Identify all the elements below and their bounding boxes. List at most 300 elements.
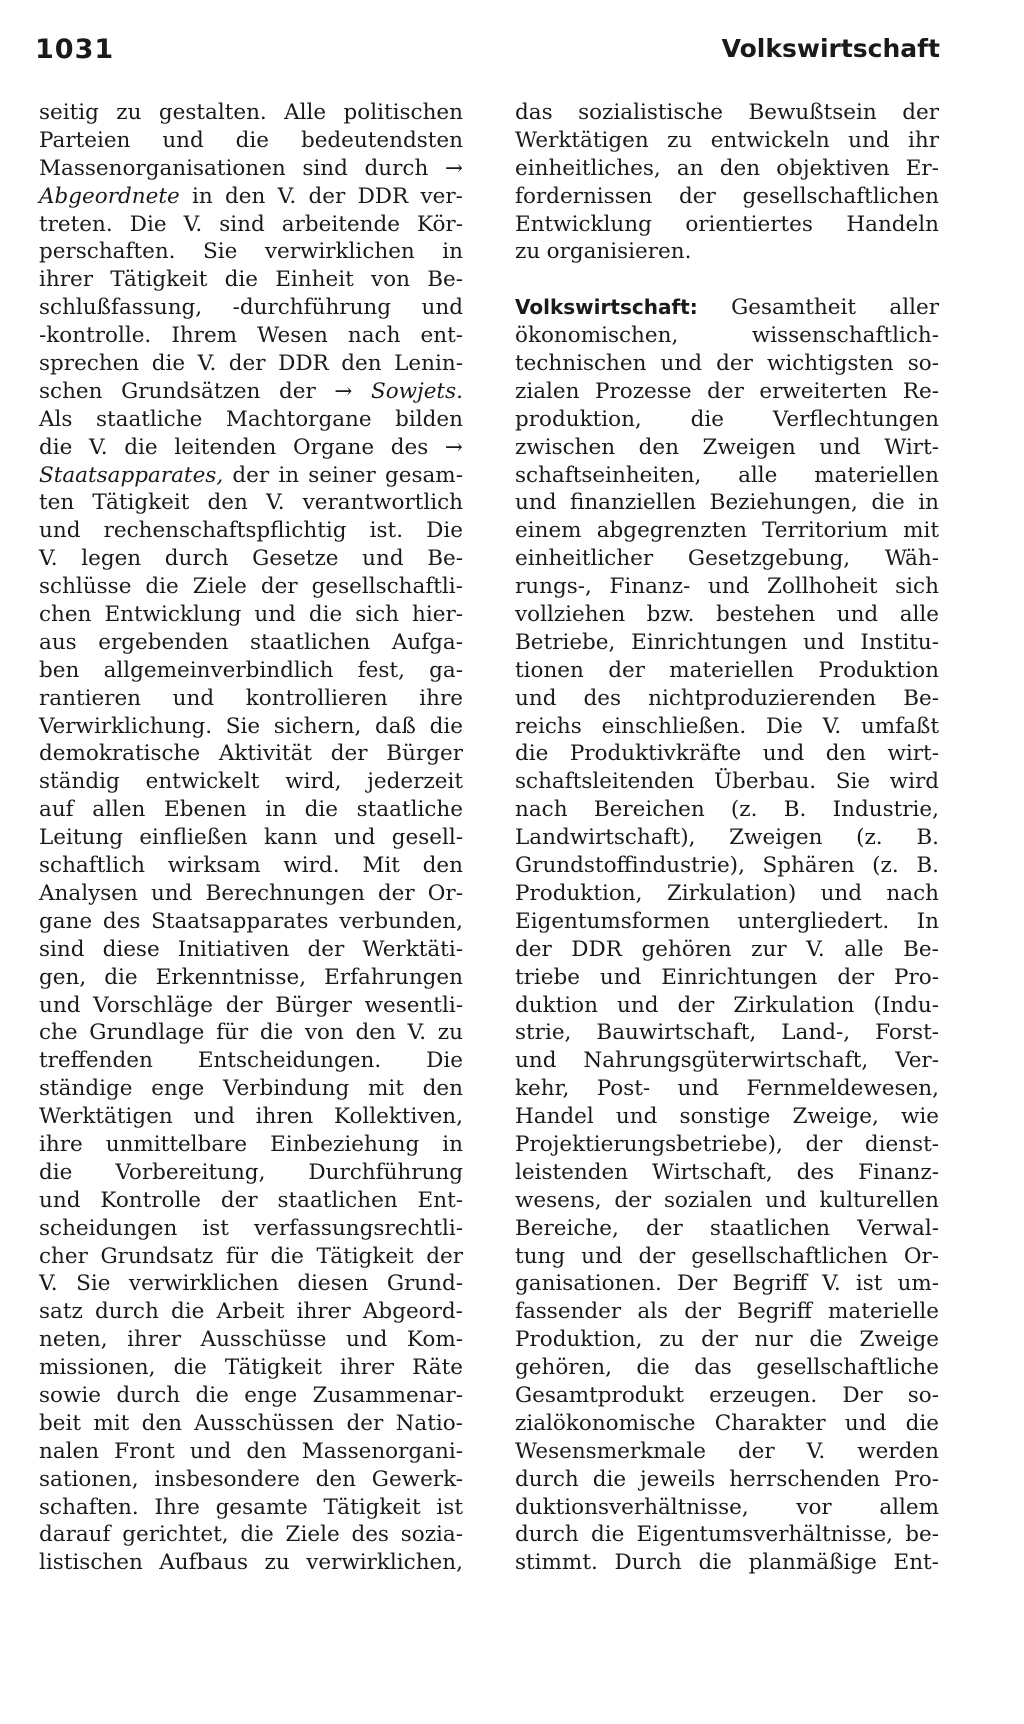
word: ist. (369, 518, 404, 544)
word: Tätigkeit (323, 1494, 421, 1520)
word: der (426, 1243, 463, 1269)
word: Einrichtungen (631, 629, 788, 655)
word: unmittelbare (105, 1131, 248, 1157)
word: einem (515, 518, 582, 544)
text-line (39, 406, 463, 434)
word: als (637, 1299, 669, 1325)
text-line (39, 1382, 463, 1410)
word: der (645, 1215, 683, 1241)
word: der (707, 378, 744, 404)
word: Prozesse (595, 378, 692, 404)
word: die (39, 434, 73, 460)
word: -durchführung (232, 295, 392, 321)
word: Bereichen (593, 797, 705, 823)
word: nalen (39, 1438, 100, 1464)
text-line (39, 1159, 463, 1187)
word: gesellschaftliche (756, 1355, 939, 1381)
word: der (614, 1187, 652, 1213)
word: Produktion, (515, 880, 643, 906)
word: Zweige (859, 1327, 939, 1353)
word: gerichtet, (122, 1522, 229, 1548)
word: rantieren (39, 685, 142, 711)
text-line (39, 99, 463, 127)
word: Die (426, 518, 463, 544)
word: ihren (255, 1104, 314, 1130)
word: DDR (357, 183, 409, 209)
word: der (638, 1243, 676, 1269)
word: sind (39, 936, 85, 962)
text-line (39, 350, 463, 378)
text-line (515, 740, 939, 768)
word: Analysen (39, 880, 138, 906)
word: verbunden, (339, 908, 463, 934)
text-line (39, 601, 463, 629)
word: zu (667, 127, 693, 153)
word: Fernmeldewesen, (746, 1076, 939, 1102)
word: neten, (39, 1327, 108, 1353)
text-line (515, 183, 939, 211)
word: Wesen (257, 323, 328, 349)
word: und (581, 1243, 623, 1269)
word: und (162, 127, 204, 153)
word: einheitliches, (515, 155, 661, 181)
text-line (515, 824, 939, 852)
word: durch (116, 1382, 181, 1408)
word: Werktätigen (515, 127, 649, 153)
word: dienst- (864, 1131, 939, 1157)
word: und (515, 685, 557, 711)
word: zwischen (515, 434, 616, 460)
word: Ihre (154, 1494, 200, 1520)
word: die (592, 1466, 627, 1492)
word: Massenorgani- (301, 1438, 463, 1464)
word: Abgeord- (362, 1299, 463, 1325)
word: Be- (427, 267, 463, 293)
word: durch (164, 546, 229, 572)
text-line (39, 1019, 463, 1047)
word: ent- (420, 323, 463, 349)
word: ganisationen. (515, 1271, 662, 1297)
word: tionen (515, 657, 584, 683)
text-line (39, 1438, 463, 1466)
word: Organe (293, 434, 375, 460)
text-line (515, 1438, 939, 1466)
word: und (617, 992, 659, 1018)
word: Räte (412, 1355, 463, 1381)
word: die (698, 1550, 732, 1576)
word: verwirklichen (264, 239, 415, 265)
word: In (916, 908, 939, 934)
word: bestehen (715, 602, 816, 628)
word: gesellschaftlichen (691, 1243, 888, 1269)
text-line (39, 1549, 463, 1577)
word: Bürger (275, 992, 352, 1018)
word: treffenden (39, 1048, 153, 1074)
word: ergebenden (98, 629, 229, 655)
word: schaftlich (39, 853, 145, 879)
word: B. (783, 797, 807, 823)
word: gesell- (391, 825, 463, 851)
word: sich (355, 602, 399, 628)
word: Staatsapparates (151, 908, 329, 934)
word: missionen, (39, 1355, 156, 1381)
word: der (677, 992, 715, 1018)
text-line (39, 1521, 463, 1549)
word: hier- (412, 602, 463, 628)
word: Forst- (875, 1020, 939, 1046)
word: allgemeinverbindlich (103, 657, 334, 683)
right-column (515, 99, 939, 1577)
word: V. (39, 1271, 58, 1297)
word: Produktion (818, 657, 939, 683)
text-line (515, 1215, 939, 1243)
word: nichtproduzierenden (648, 685, 877, 711)
text-line (39, 1354, 463, 1382)
word: den (638, 434, 679, 460)
word: Finanz- (858, 1159, 939, 1185)
word: fassender (515, 1299, 622, 1325)
word: Zweigen (702, 434, 796, 460)
word: die (195, 1382, 229, 1408)
word: die (39, 1159, 73, 1185)
text-line (515, 1187, 939, 1215)
word: und (803, 629, 845, 655)
word: das (694, 1355, 732, 1381)
word: sind (219, 211, 265, 237)
word: die (173, 1355, 207, 1381)
word: Berechnungen (205, 880, 365, 906)
word: duktionsverhältnisse, (515, 1494, 749, 1520)
text-line (39, 1243, 463, 1271)
word: objektiven (776, 155, 890, 181)
word: und (193, 1104, 235, 1130)
word: rechenschaftspflichtig (103, 518, 347, 544)
word: DDR (571, 936, 622, 962)
word: be- (905, 1522, 939, 1548)
word: die (171, 1299, 205, 1325)
word: mit (93, 1410, 130, 1436)
word: der (228, 351, 266, 377)
word: produktion, (515, 406, 642, 432)
word: leitenden (174, 434, 277, 460)
text-line (515, 657, 939, 685)
word: ihrer (127, 1327, 182, 1353)
word: in (265, 797, 286, 823)
text-line (515, 294, 939, 322)
word: untergliedert. (737, 908, 890, 934)
word: der (225, 992, 263, 1018)
word: in (442, 239, 463, 265)
word: in (442, 1131, 463, 1157)
word: Grundsatz (100, 1243, 214, 1269)
word: und (660, 351, 703, 377)
word: die (124, 434, 158, 460)
entry-spacer (515, 266, 939, 294)
word: staatlichen (250, 629, 371, 655)
word: kontrollieren (245, 685, 388, 711)
word: zu (515, 239, 541, 265)
word: und (707, 574, 750, 600)
word: Ziele (192, 574, 247, 600)
word: zu (116, 100, 142, 125)
word: erweiterten (759, 378, 888, 404)
word: kulturellen (819, 1187, 939, 1213)
word: des (102, 908, 141, 934)
word: Einheit (275, 267, 354, 293)
text-line (515, 1354, 939, 1382)
word: Zweigen (729, 825, 823, 851)
word: satz (39, 1299, 83, 1325)
text-line (39, 880, 463, 908)
text-line (39, 183, 463, 211)
text-line (515, 1494, 939, 1522)
word: in (918, 490, 939, 516)
word: Der (842, 1382, 883, 1408)
text-line (515, 796, 939, 824)
word: Finanz- (609, 574, 691, 600)
word: schlußfassung, (39, 295, 203, 321)
word: einfließen (139, 825, 248, 851)
word: Begriff (737, 1299, 812, 1325)
word: werden (857, 1438, 939, 1464)
word: die (240, 1522, 274, 1548)
word: und (819, 434, 861, 460)
word: Werktätigen (39, 1104, 173, 1130)
word: Entscheidungen. (197, 1048, 382, 1074)
word: der (515, 936, 552, 962)
word: ten (39, 490, 75, 516)
word: Überbau. (713, 769, 817, 795)
word: V. (39, 546, 58, 572)
word: Verwirklichung. (39, 713, 213, 739)
word: strie, (515, 1020, 572, 1046)
text-line (39, 964, 463, 992)
word: Vorbereitung, (115, 1159, 266, 1185)
word: enge (244, 1382, 298, 1408)
word: bzw. (646, 602, 695, 628)
word: und (362, 546, 404, 572)
word: alle (738, 462, 778, 488)
word: den (719, 155, 761, 181)
word: schlüsse (39, 574, 132, 600)
word: Tätigkeit (92, 490, 190, 516)
word: legen (81, 546, 142, 572)
word: die (308, 602, 343, 628)
word: Verflechtungen (772, 406, 939, 432)
page-header (35, 34, 940, 74)
word: sowie (39, 1382, 101, 1408)
word: bedeutendsten (300, 127, 463, 153)
word: Front (114, 1438, 175, 1464)
word: reichs (515, 713, 582, 739)
word: sichern, (273, 713, 362, 739)
word: die (871, 490, 905, 516)
word: sationen, (39, 1466, 139, 1492)
word: und (599, 964, 642, 990)
word: wie (900, 1104, 939, 1130)
text-line (515, 1019, 939, 1047)
word: alle (899, 602, 939, 628)
word: und (765, 1187, 807, 1213)
word: Pro- (894, 1466, 939, 1492)
text-line (515, 1326, 939, 1354)
word: Handel (515, 1104, 594, 1130)
word: Alle (284, 100, 327, 125)
word: den (355, 1020, 396, 1046)
word: Ent- (893, 1550, 939, 1576)
word: schaften. (39, 1494, 139, 1520)
word: durch (364, 155, 429, 181)
word: zu (659, 1327, 685, 1353)
word: und (39, 1187, 81, 1213)
word: den (825, 741, 867, 767)
word: ga- (429, 657, 463, 683)
word: von (304, 1020, 344, 1046)
text-line (515, 1298, 939, 1326)
word: ständige (39, 1076, 133, 1102)
word: der (377, 880, 415, 906)
word: die (151, 351, 186, 377)
text-line (39, 211, 463, 239)
word: Grundsätzen (121, 378, 261, 404)
word: ist (436, 1494, 463, 1520)
word: Grund- (386, 1271, 463, 1297)
text-line (39, 378, 463, 406)
word: und (836, 602, 879, 628)
word: Zollhoheit (767, 574, 878, 600)
word: und (762, 741, 805, 767)
word: V. (407, 1020, 427, 1046)
word: staatliche (356, 797, 463, 823)
word: Arbeit (216, 1299, 285, 1325)
word: Entwicklung (515, 211, 652, 237)
word: chen (39, 602, 92, 628)
word: finanziellen (570, 490, 697, 516)
word: verwirklichen, (306, 1550, 463, 1576)
word: -kontrolle. (39, 323, 152, 349)
word: Aufga- (391, 629, 463, 655)
word: V. (183, 211, 203, 237)
word: Entwicklung (104, 602, 242, 628)
word: Gesetze (252, 546, 339, 572)
word: zialen (515, 378, 580, 404)
word: Bereiche, (515, 1215, 619, 1241)
word: und (515, 490, 557, 516)
text-line (515, 211, 939, 239)
text-line (39, 489, 463, 517)
word: gesam- (384, 462, 463, 488)
word: perschaften. (39, 239, 176, 265)
text-line (515, 127, 939, 155)
word: staatliche (95, 406, 203, 432)
word: Sie (835, 769, 871, 795)
word: Tätigkeit (110, 267, 208, 293)
word: Der (676, 1271, 718, 1297)
word: Charakter (714, 1410, 826, 1436)
word: und (189, 1438, 232, 1464)
word: Bewußtsein (748, 100, 877, 125)
text-line (39, 127, 463, 155)
word: Wirtschaft, (652, 1159, 773, 1185)
word: für (225, 1243, 258, 1269)
word: sind (302, 155, 348, 181)
word: durch (515, 1466, 579, 1492)
word: Ausschüsse (200, 1327, 327, 1353)
word: rungs-, (515, 574, 592, 600)
word: insbesondere (154, 1466, 300, 1492)
word: Zirkulation (733, 992, 855, 1018)
word: Vorschläge (93, 992, 214, 1018)
word: der (232, 462, 270, 488)
word: und (615, 1104, 658, 1130)
text-line (39, 992, 463, 1020)
word: diese (102, 936, 160, 962)
word: DDR (278, 351, 329, 377)
word: umfaßt (860, 713, 939, 739)
word: cher (39, 1243, 88, 1269)
word: die (515, 741, 549, 767)
word: staatlichen (709, 1215, 830, 1241)
word: auf (39, 797, 74, 823)
word: materielle (828, 1299, 939, 1325)
text-line (515, 238, 939, 266)
text-line (515, 545, 939, 573)
text-line (515, 378, 939, 406)
word: Ver- (895, 1048, 939, 1074)
word: mit (903, 518, 939, 544)
word: der (346, 1410, 384, 1436)
word: (Indu- (873, 992, 939, 1018)
word: der (684, 1299, 721, 1325)
word: verfassungsrechtli- (253, 1215, 463, 1241)
word: und (254, 602, 296, 628)
word: den (141, 1410, 182, 1436)
word: Be- (903, 685, 939, 711)
word: zu (264, 1550, 290, 1576)
word: Erfahrungen (324, 964, 463, 990)
text-line (515, 1075, 939, 1103)
word: demokratische (39, 741, 201, 767)
word: nach (515, 797, 568, 823)
text-line (39, 462, 463, 490)
word: Post- (596, 1076, 651, 1102)
word: Eigentumsformen (515, 908, 710, 934)
word: allem (879, 1494, 939, 1520)
word: und (820, 880, 863, 906)
word: wesentli- (364, 992, 463, 1018)
word: einheitlicher (515, 546, 654, 572)
text-line (515, 713, 939, 741)
word: und (39, 992, 81, 1018)
word: Re- (902, 378, 939, 404)
word: (z. (856, 825, 883, 851)
word: die (636, 1355, 670, 1381)
text-line (515, 852, 939, 880)
word: die (235, 127, 270, 153)
word: organisieren. (546, 239, 692, 265)
word: herrschenden (729, 1466, 881, 1492)
word: bilden (395, 406, 463, 432)
word: Einrichtungen (661, 964, 818, 990)
word: nach (347, 323, 401, 349)
word: B. (916, 825, 939, 851)
word: einschließen. (601, 713, 747, 739)
word: V. (822, 713, 842, 739)
word: und (39, 518, 81, 544)
page-number: 1031 (35, 34, 115, 65)
word: ben (39, 657, 80, 683)
word: Begriff (732, 1271, 808, 1297)
